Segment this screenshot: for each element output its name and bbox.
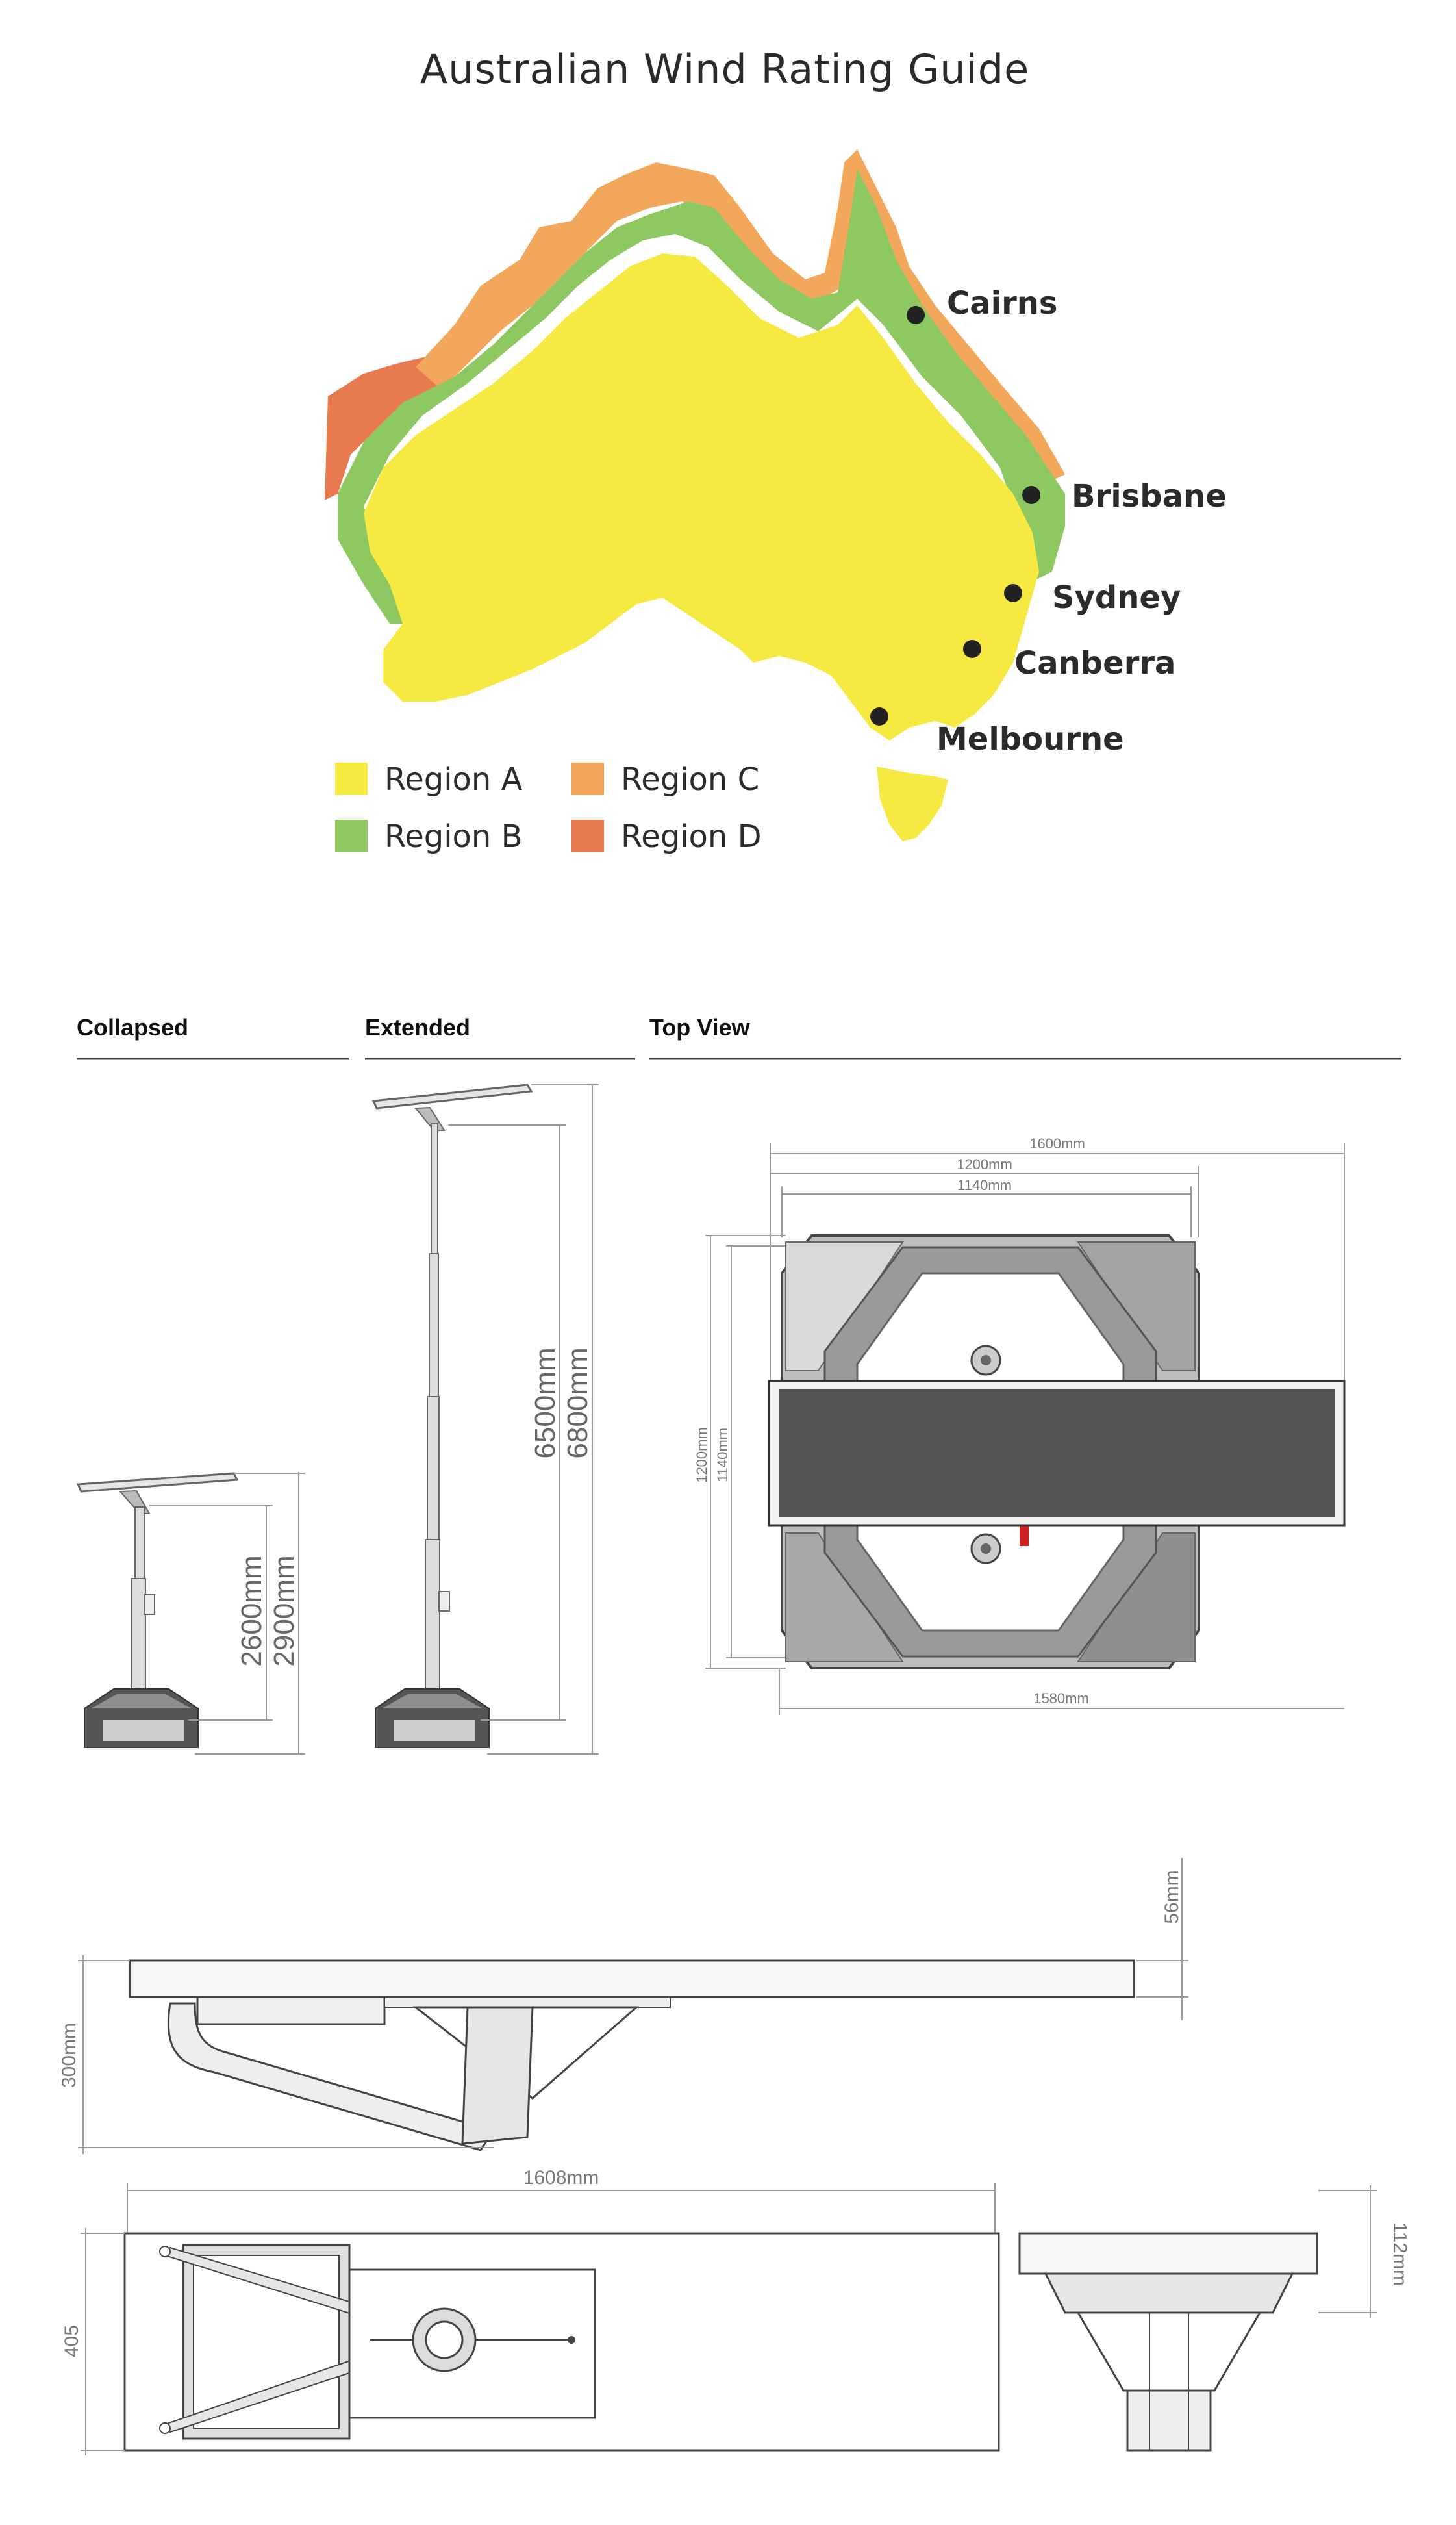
dim-top-1580: 1580mm [1033,1690,1089,1707]
collapsed-mast-lower [131,1579,145,1689]
side-clamp [462,2007,533,2144]
collapsed-pole-drawing [78,1472,305,1754]
dim-top-1200: 1200mm [957,1156,1012,1173]
legend-label-region-b: Region B [384,818,523,855]
dim-top-side-1140: 1140mm [714,1428,731,1482]
city-label-brisbane: Brisbane [1072,478,1227,514]
dim-panel-56: 56mm [1161,1870,1183,1924]
dim-extended-6500: 6500mm [529,1347,561,1459]
section-title-collapsed: Collapsed [77,1014,189,1041]
side-panel-slab [130,1960,1134,1997]
end-panel-slab [1020,2233,1317,2274]
panel-side-view-drawing [58,1858,1188,2154]
top-view-drawing [694,1136,1344,1715]
dim-collapsed-2900: 2900mm [268,1555,300,1667]
legend-label-region-d: Region D [621,818,762,855]
extended-latch [439,1592,449,1611]
end-bracket [1078,2313,1260,2391]
cairns-dot [907,306,925,324]
dim-top-1140: 1140mm [957,1177,1012,1193]
top-solar-panel [779,1389,1335,1517]
dim-panel-405: 405 [61,2324,82,2358]
city-label-canberra: Canberra [1014,645,1176,681]
extended-bracket [416,1108,444,1130]
map-legend [335,761,762,855]
section-title-top-view: Top View [649,1014,750,1041]
australia-map [325,149,1227,841]
collapsed-latch [144,1595,155,1614]
collapsed-panel [78,1473,237,1491]
top-bolt-upper-core [981,1355,991,1365]
legend-label-region-c: Region C [621,761,760,798]
extended-mast-2 [429,1254,438,1397]
dim-panel-300: 300mm [58,2022,80,2088]
panel-top-view-drawing [61,2167,999,2455]
legend-swatch-region-d [571,820,604,852]
dim-top-side-1200: 1200mm [694,1427,710,1483]
melbourne-dot [870,707,888,726]
city-label-melbourne: Melbourne [936,721,1124,757]
extended-pole-drawing [373,1085,599,1754]
side-bracket-cap [384,1997,670,2007]
brisbane-dot [1022,486,1040,504]
extended-mast-3 [427,1397,439,1540]
panel-top-hub-inner [426,2322,462,2358]
top-bolt-lower-core [981,1543,991,1554]
legend-swatch-region-b [335,820,368,852]
extended-mast-1 [431,1124,438,1254]
legend-swatch-region-c [571,763,604,795]
dim-extended-6800: 6800mm [562,1347,594,1459]
collapsed-mast-upper [135,1507,144,1579]
extended-base-light [394,1720,475,1741]
extended-mast-4 [425,1540,440,1689]
dim-collapsed-2600: 2600mm [236,1555,268,1667]
panel-end-view-drawing [1020,2185,1411,2450]
legend-label-region-a: Region A [384,761,523,798]
collapsed-base-light [103,1720,184,1741]
extended-panel [373,1085,531,1108]
dim-top-1600: 1600mm [1029,1136,1085,1152]
tasmania-area [877,767,948,841]
sydney-dot [1004,584,1022,602]
side-battery-box [197,1997,384,2024]
canberra-dot [963,640,981,658]
top-red-tag [1020,1524,1029,1546]
end-housing [1046,2274,1292,2313]
dim-panel-112: 112mm [1389,2222,1411,2286]
legend-swatch-region-a [335,763,368,795]
map-title: Australian Wind Rating Guide [420,45,1030,93]
city-label-cairns: Cairns [947,285,1058,322]
dim-panel-1608: 1608mm [523,2167,599,2189]
section-title-extended: Extended [365,1014,471,1041]
city-label-sydney: Sydney [1052,579,1181,616]
end-mast-tube [1127,2391,1211,2450]
